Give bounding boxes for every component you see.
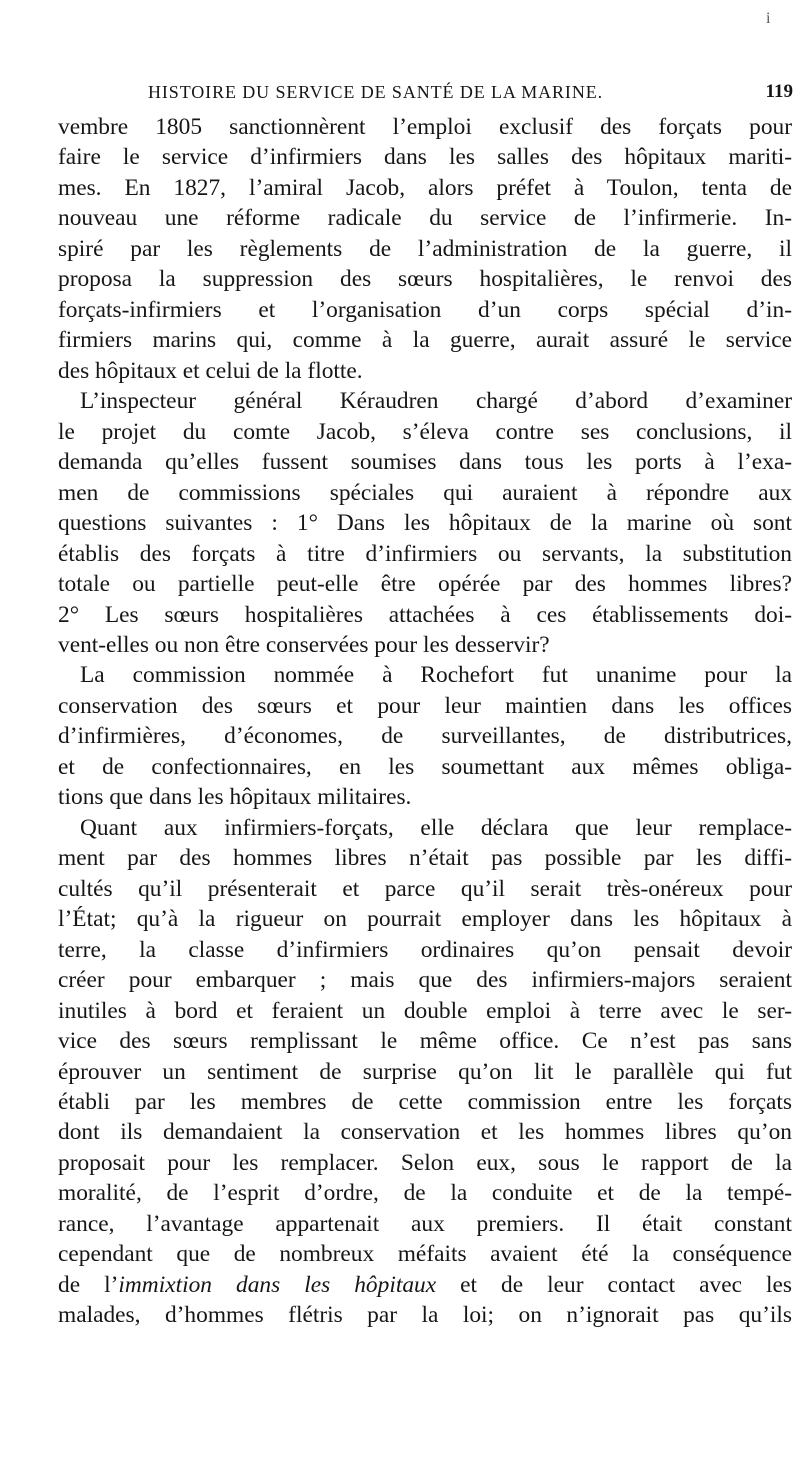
text-line: totale ou partielle peut-elle être opérée par des hommes libres? — [58, 571, 792, 598]
text-line: rance, l’avantage appartenait aux premiers. Il était constant — [58, 1210, 792, 1237]
text-line-with-italic: de l’immixtion dans les hôpitaux et de leur contact avec les — [58, 1271, 792, 1298]
text-line: créer pour embarquer ; mais que des infirmiers-majors seraient — [58, 967, 792, 994]
text-line: l’État; qu’à la rigueur on pourrait employer dans les hôpitaux à — [58, 906, 792, 933]
text-line: le projet du comte Jacob, s’éleva contre ses conclusions, il — [58, 418, 792, 445]
text-line: mes. En 1827, l’amiral Jacob, alors préfet à Toulon, tenta de — [58, 174, 792, 201]
text-line: vice des sœurs remplissant le même office. Ce n’est pas sans — [58, 1028, 792, 1055]
text-line: demanda qu’elles fussent soumises dans tous les ports à l’exa- — [58, 449, 792, 476]
text-line-paragraph-start: L’inspecteur général Kéraudren chargé d’abord d’examiner — [80, 388, 792, 415]
text-line: et de confectionnaires, en les soumettant aux mêmes obliga- — [58, 753, 792, 780]
text-line: ment par des hommes libres n’était pas possible par les diffi- — [58, 845, 792, 872]
text-line-paragraph-start: La commission nommée à Rochefort fut unanime pour la — [80, 662, 792, 689]
text-line: cependant que de nombreux méfaits avaient été la conséquence — [58, 1241, 792, 1268]
text-line: dont ils demandaient la conservation et les hommes libres qu’on — [58, 1119, 792, 1146]
text-line: conservation des sœurs et pour leur maintien dans les offices — [58, 692, 792, 719]
text-line: men de commissions spéciales qui auraient à répondre aux — [58, 479, 792, 506]
text-line: terre, la classe d’infirmiers ordinaires qu’on pensait devoir — [58, 936, 792, 963]
text-line: établi par les membres de cette commission entre les forçats — [58, 1089, 792, 1115]
text-line: d’infirmières, d’économes, de surveillantes, de distributrices, — [58, 723, 792, 750]
page-number: 119 — [765, 81, 793, 102]
text-line: firmiers marins qui, comme à la guerre, aurait assuré le service — [58, 327, 792, 354]
text-line-paragraph-start: Quant aux infirmiers-forçats, elle déclara que leur remplace- — [80, 814, 792, 841]
text-line: inutiles à bord et feraient un double emploi à terre avec le ser- — [58, 997, 792, 1024]
text-line: faire le service d’infirmiers dans les salles des hôpitaux mariti- — [58, 144, 792, 171]
text-line: spiré par les règlements de l’administration de la guerre, il — [58, 235, 792, 262]
text-line: forçats-infirmiers et l’organisation d’un corps spécial d’in- — [58, 296, 792, 323]
text-line: moralité, de l’esprit d’ordre, de la conduite et de la tempé- — [58, 1180, 792, 1207]
text-line: éprouver un sentiment de surprise qu’on lit le parallèle qui fut — [58, 1058, 792, 1085]
text-line: proposait pour les remplacer. Selon eux, sous le rapport de la — [58, 1149, 792, 1176]
text-line-paragraph-end: des hôpitaux et celui de la flotte. — [58, 357, 363, 384]
text-line: cultés qu’il présenterait et parce qu’il serait très-onéreux pour — [58, 875, 792, 902]
text-line-paragraph-end: tions que dans les hôpitaux militaires. — [58, 784, 412, 811]
page-header — [148, 82, 793, 108]
text-line: 2° Les sœurs hospitalières attachées à ces établissements doi- — [58, 601, 792, 628]
text-line: questions suivantes : 1° Dans les hôpitaux de la marine où sont — [58, 510, 792, 537]
text-line: nouveau une réforme radicale du service de l’infirmerie. In- — [58, 205, 792, 232]
running-title: HISTOIRE DU SERVICE DE SANTÉ DE LA MARINE. — [148, 82, 604, 102]
text-line: établis des forçats à titre d’infirmiers ou servants, la substitution — [58, 540, 792, 567]
text-line: proposa la suppression des sœurs hospitalières, le renvoi des — [58, 266, 792, 293]
italic-phrase: immixtion dans les hôpitaux — [118, 1271, 437, 1298]
text-line: malades, d’hommes flétris par la loi; on n’ignorait pas qu’ils — [58, 1302, 792, 1329]
text-line-paragraph-end: vent-elles ou non être conservées pour les desservir? — [58, 631, 550, 658]
body-text — [58, 112, 792, 1331]
text-line: vembre 1805 sanctionnèrent l’emploi exclusif des forçats pour — [58, 114, 792, 140]
edge-mark: i — [766, 10, 771, 27]
